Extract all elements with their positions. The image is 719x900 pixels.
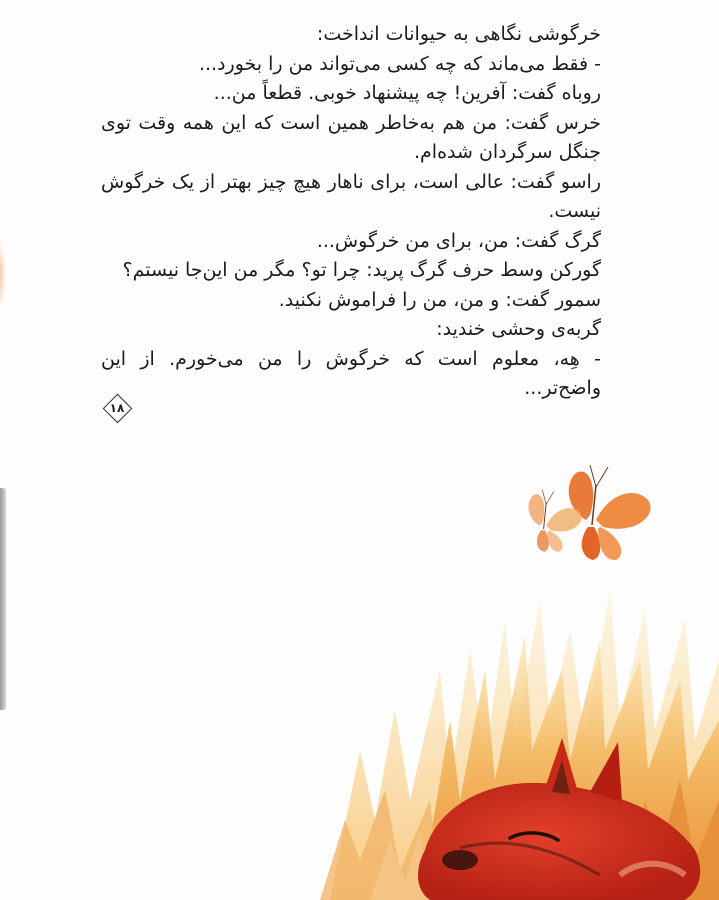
story-line: خرگوشی نگاهی به حیوانات انداخت:	[316, 23, 601, 45]
story-line: گربه‌ی وحشی خندید:	[436, 318, 601, 340]
story-line: سمور گفت: و من، من را فراموش نکنید.	[278, 288, 601, 311]
page-number: ۱۸	[109, 401, 125, 415]
story-text	[101, 20, 601, 404]
story-line: - هِه، معلوم است که خرگوش را من می‌خورم. از این واضح‌تر...	[101, 347, 601, 399]
story-line: روباه گفت: آفرین! چه پیشنهاد خوبی. قطعاً من...	[213, 82, 601, 104]
story-line: راسو گفت: عالی است، برای ناهار هیچ چیز بهتر از یک خرگوش نیست.	[101, 170, 601, 222]
page-scroll-edge[interactable]	[0, 488, 6, 710]
fox-sleeping-in-flames-illustration	[300, 420, 719, 900]
story-line: خرس گفت: من هم به‌خاطر همین است که این همه وقت توی جنگل سرگردان شده‌ام.	[101, 111, 601, 163]
butterfly-icon	[569, 465, 651, 560]
page-edge-tint	[0, 240, 6, 310]
story-line: - فقط می‌ماند که چه کسی می‌تواند من را بخورد...	[198, 52, 601, 75]
page-number-badge	[103, 394, 131, 422]
story-line: گورکن وسط حرف گرگ پرید: چرا تو؟ مگر من این‌جا نیستم؟	[122, 259, 601, 281]
story-line: گرگ گفت: من، برای من خرگوش...	[316, 229, 601, 252]
